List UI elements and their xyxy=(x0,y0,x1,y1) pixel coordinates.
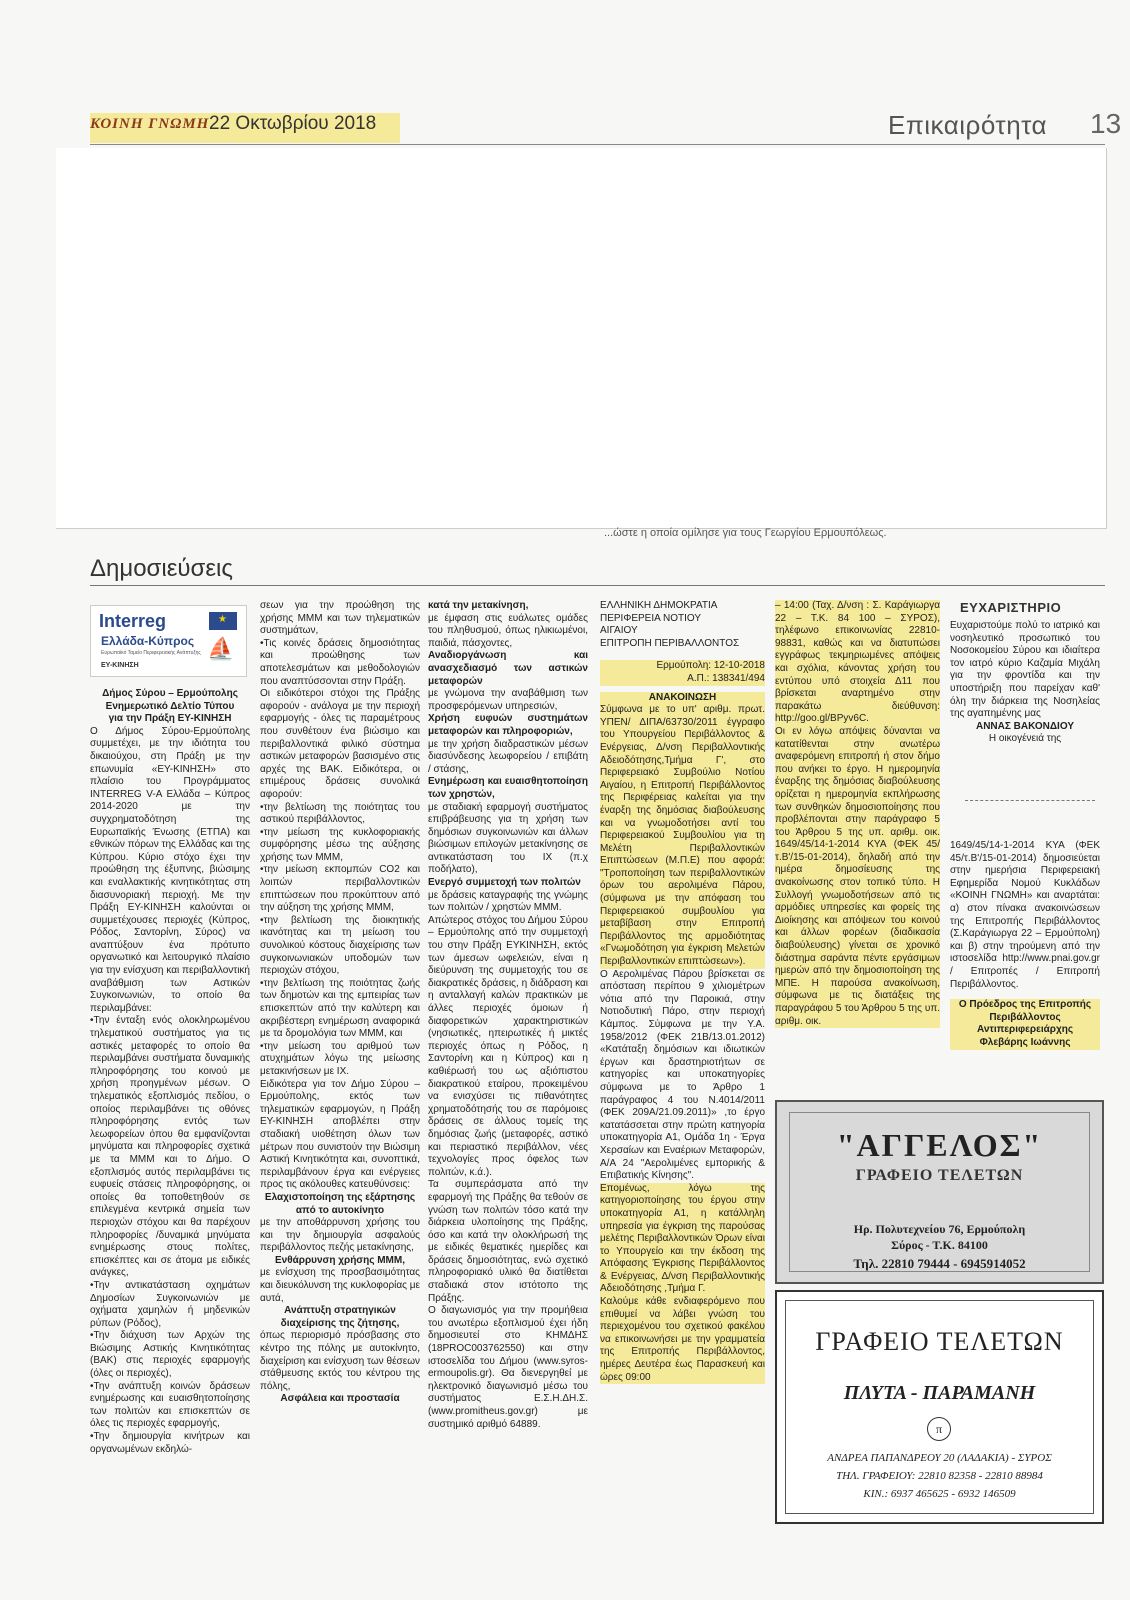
paragraph: όπως περιορισμό πρόσβασης στο κέντρο της πόλης με αυτοκίνητο, διαχείριση και ενίσχυση των θέσεων στάθμευσης εκτός του κέντρου της πόλης, xyxy=(260,1330,420,1392)
paragraph: Ο Δήμος Σύρου-Ερμούπολης συμμετέχει, με την ιδιότητα του δικαιούχου, στη Πράξη με την επωνυμία «ΕΥ-ΚΙΝΗΣΗ» στο πλαίσιο του Προγράμματος INTERREG V-A Ελλάδα – Κύπρος 2014-2020 με την συγχρηματοδότηση της Ευρωπαϊκής Ένωσης (ΕΤΠΑ) και εθνικών πόρων της Ελλάδας και της Κύπρου. Κύριο στόχο έχει την προώθηση της έξυπνης, βιώσιμης και εναλλακτικής κινητικότητας στη διασυνοριακή περιοχή. Με την Πράξη ΕΥ-ΚΙΝΗΣΗ καλούνται οι συμμετέχουσες περιοχές (Κύπρος, Ρόδος, Σαντορίνη, Σύρος) να αναπτύξουν ένα πρότυπο οργανωτικό και λειτουργικό πλαίσιο για την ενίσχυση και περιβαλλοντική αναβάθμιση των Αστικών Συγκοινωνιών, το οποίο θα περιλαμβάνει: xyxy=(90,725,250,1014)
paragraph: με έμφαση στις ευάλωτες ομάδες του πληθυσμού, όπως ηλικιωμένοι, παιδιά, πάσχοντες, xyxy=(428,612,588,649)
subheading: Ανάπτυξη στρατηγικών διαχείρισης της ζήτησης, xyxy=(280,1305,400,1329)
paragraph: Ο διαγωνισμός για την προμήθεια του ανωτέρω εξοπλισμού έχει ήδη δημοσιευτεί στο ΚΗΜΔΗΣ (18PROC003762550) και στην ιστοσελίδα του Δήμου (www.syros-ermoupolis.gr). Θα διενεργηθεί με ηλεκτρονικό διαγωνισμό μέσω του συστήματος Ε.Σ.Η.ΔΗ.Σ. (www.promitheus.gov.gr) με συστημικό αριθμό 64889. xyxy=(428,1305,588,1430)
ad-phone: ΤΗΛ. ΓΡΑΦΕΙΟΥ: 22810 82358 - 22810 88984 xyxy=(836,1470,1043,1482)
column-1 xyxy=(90,688,250,1456)
subheading: Ενεργό συμμετοχή των πολιτών xyxy=(428,877,581,889)
ad-phone: Τηλ. 22810 79444 - 6945914052 xyxy=(853,1256,1026,1271)
ad-address: Ηρ. Πολυτεχνείου 76, Ερμούπολη xyxy=(853,1222,1026,1236)
paragraph: •την βελτίωση της ποιότητας του αστικού περιβάλλοντος, xyxy=(260,801,420,826)
paragraph: – 14:00 (Ταχ. Δ/νση : Σ. Καράγιωργα 22 – Τ.Κ. 84 100 – ΣΥΡΟΣ), τηλέφωνο επικοινωνίας 22810-98831, καθώς και να διατυπώσει εγγράφως τεκμηριωμένες απόψεις και σχόλια, κάνοντας χρήση του εντύπου υπό στοιχεία Δ11 που βρίσκεται αναρτημένο στην παρακάτω διεύθυνση: http://goo.gl/BPyv6C. xyxy=(775,600,940,725)
paragraph: 1649/45/14-1-2014 ΚΥΑ (ΦΕΚ 45/τ.Β'/15-01-2014) δημοσιεύεται στην ημερήσια Περιφερειακή Εφημερίδα Νομού Κυκλάδων «ΚΟΙΝΗ ΓΝΩΜΗ» και αναρτάται: α) στον πίνακα ανακοινώσεων της Επιτροπής Περιβάλλοντος (Σ.Καράγιωργα 22 – Ερμούπολη) και β) στην τηρούμενη από την ιστοσελίδα http://www.pnai.gov.gr / Επιτροπές / Επιτροπή Περιβάλλοντος. xyxy=(950,840,1100,990)
paragraph: •την βελτίωση της διοικητικής ικανότητας και τη μείωση του συνολικού κόστους διαχείρισης των συγκοινωνιακών υποδομών των περιοχών στόχου, xyxy=(260,914,420,977)
heading: ΠΕΡΙΦΕΡΕΙΑ ΝΟΤΙΟΥ xyxy=(600,612,702,624)
subheading: Αναδιοργάνωση και ανασχεδιασμό των αστικών μεταφορών xyxy=(428,650,588,687)
heading: ΑΙΓΑΙΟΥ xyxy=(600,625,638,637)
paragraph: με σταδιακή εφαρμογή συστήματος επιβράβευσης για τη χρήση των δημόσιων συγκοινωνιών και άλλων βιώσιμων επιλογών μετακίνησης σε αντικατάσταση του ΙΧ (π.χ ποδήλατο), xyxy=(428,801,588,876)
paragraph: Απώτερος στόχος του Δήμου Σύρου – Ερμούπολης από την συμμετοχή του στην Πράξη ΕΥΚΙΝΗΣΗ, εκτός των άμεσων ωφελειών, είναι η διεύρυνση της συμμετοχής του σε διακρατικές δράσεις, η διάδραση και η ανταλλαγή καλών πρακτικών με άλλες περιοχές όμοιων ή διαφορετικών χαρακτηριστικών (νησιωτικές, ηπειρωτικές ή μικτές περιοχές όπως η Ρόδος, η Σαντορίνη και η Κύπρος) και η καθιέρωσή του ως αξιόπιστου διακρατικού εταίρου, προκειμένου να ενισχύσει τις πιθανότητες χρηματοδότησής του σε παρόμοιες δράσεις σε άλλους τομείς της δημόσιας ζωής (μεταφορές, αστικό και περιαστικό περιβάλλον, νέες τεχνολογίες προς όφελος των πολιτών, κ.ά.). xyxy=(428,914,588,1178)
subheading: Χρήση ευφυών συστημάτων μεταφορών και πληροφοριών, xyxy=(428,713,588,737)
paragraph: Ο Αερολιμένας Πάρου βρίσκεται σε απόσταση περίπου 9 χιλιομέτρων νότια από την Παροικιά, στην Νοτιοδυτική Πάρο, στην περιοχή Κάμπος. Σύμφωνα με την Υ.Α. 1958/2012 (ΦΕΚ 21Β/13.01.2012) «Κατάταξη δημόσιων και ιδιωτικών έργων και δραστηριοτήτων σε κατηγορίες και υποκατηγορίες σύμφωνα με το Άρθρο 1 παράγραφος 4 του Ν.4014/2011 (ΦΕΚ 209Α/21.09.2011)» ,το έργο κατατάσσεται στην πρώτη κατηγορία υποκατηγορία Α1, Ομάδα 1η - Έργα Χερσαίων και Εναέριων Μεταφορών, Α/Α 24 "Αερολιμένες εμπορικής & Επιβατικής Κίνησης". xyxy=(600,968,765,1182)
paragraph: Επομένως, λόγω της κατηγοριοποίησης του έργου στην υποκατηγορία Α1, η κατάλληλη υπηρεσία για έγκριση της παρούσας μελέτης Περιβαλλοντικών Όρων είναι το Υπουργείο και την έκδοση της Απόφασης Έγκρισης Περιβάλλοντος & Ενέργειας, Δ/νση Περιβαλλοντικής Αδειοδότησης ,Τμήμα Γ. xyxy=(600,1182,765,1295)
ad-name: ΓΡΑΦΕΙΟ ΤΕΛΕΤΩΝ xyxy=(815,1327,1064,1356)
divider xyxy=(965,800,1095,801)
plyta-paramani-ad xyxy=(775,1290,1104,1524)
ad-address: ΑΝΔΡΕΑ ΠΑΠΑΝΔΡΕΟΥ 20 (ΛΑΔΑΚΙΑ) - ΣΥΡΟΣ xyxy=(827,1452,1052,1464)
publications-title: Δημοσιεύσεις xyxy=(90,555,233,582)
paragraph: Οι ειδικότεροι στόχοι της Πράξης αφορούν - ανάλογα με την περιοχή εφαρμογής - όλες τις παραμέτρους που συνθέτουν ένα βιώσιμο και περιβαλλοντικά φιλικό σύστημα αστικών μεταφορών βασισμένο στις αρχές της ΒΑΚ. Ειδικότερα, οι επιμέρους δράσεις συνολικά αφορούν: xyxy=(260,688,420,800)
notice-ref: Α.Π.: 138341/494 xyxy=(600,673,765,686)
ad-name: "ΑΓΓΕΛΟΣ" xyxy=(836,1127,1043,1163)
publications-rule xyxy=(90,585,1105,586)
column-2 xyxy=(260,600,420,1406)
logo-line1: Interreg xyxy=(99,611,167,631)
logo-line3: Ευρωπαϊκό Ταμείο Περιφερειακής Ανάπτυξης xyxy=(101,650,201,656)
ad-subtitle: ΠΛΥΤΑ - ΠΑΡΑΜΑΝΗ xyxy=(843,1382,1036,1404)
ad-subtitle: ΓΡΑΦΕΙΟ ΤΕΛΕΤΩΝ xyxy=(855,1167,1024,1184)
paragraph: •Τις κοινές δράσεις δημοσιότητας και προώθησης των αποτελεσμάτων και μεθοδολογιών που αναπτύσσονται στην Πράξη. xyxy=(260,637,420,687)
thanks-title: ΕΥΧΑΡΙΣΤΗΡΙΟ xyxy=(960,600,1062,615)
sailboat-icon: ⛵ xyxy=(207,636,235,661)
paragraph: •Την δημιουργία κινήτρων και οργανωμένων εκδηλώ- xyxy=(90,1431,250,1455)
eu-flag-icon xyxy=(209,612,237,630)
notice-title: ΑΝΑΚΟΙΝΩΣΗ xyxy=(600,692,765,705)
paragraph: Καλούμε κάθε ενδιαφερόμενο που επιθυμεί να λάβει γνώση του περιεχομένου του σχετικού φακέλου να επικοινωνήσει με την γραμματεία της Επιτροπής Περιβάλλοντος, ημέρες Δευτέρα έως Παρασκευή και ώρες 09:00 xyxy=(600,1296,765,1383)
section-title: Επικαιρότητα xyxy=(888,110,1048,140)
angelos-funeral-ad xyxy=(775,1100,1104,1284)
subheading: Ασφάλεια και προστασία xyxy=(280,1393,400,1405)
heading: ΕΛΛΗΝΙΚΗ ΔΗΜΟΚΡΑΤΙΑ xyxy=(600,600,718,611)
subheading: Ενθάρρυνση χρήσης ΜΜΜ, xyxy=(274,1254,405,1266)
signature: Φλεβάρης Ιωάννης xyxy=(950,1037,1100,1050)
ad-mobile: ΚΙΝ.: 6937 465625 - 6932 146509 xyxy=(863,1488,1016,1500)
blank-article-area xyxy=(56,148,1107,529)
headline: Ενημερωτικό Δελτίο Τύπου xyxy=(105,700,235,712)
page-number: 13 xyxy=(1090,108,1122,139)
header-rule xyxy=(90,144,1105,145)
paragraph: •Την ένταξη ενός ολοκληρωμένου τηλεματικού συστήματος για τις αστικές μεταφορές το οποίο θα περιλαμβάνει συστήματα δυναμικής πληροφόρησης του κοινού με χρήση προηγμένων μέσων. Ο τηλεματικός εξοπλισμός πεδίου, ο οποίος περιλαμβάνει τις οθόνες πληροφόρησης εντός των λεωφορείων όπου θα εμφανίζονται μηνύματα και πληροφορίες σχετικά με τα ΜΜΜ και το Δήμο. Ο εξοπλισμός αυτός περιλαμβάνει τις ευφυείς στάσεις πληροφόρησης, οι οποίες θα τοποθετηθούν σε επιλεγμένα κεντρικά σημεία των περιοχών στόχου και θα παρέχουν πληροφορίες /δυναμικά μηνύματα ενημέρωσης στους πολίτες, επισκέπτες και σε άτομα με ειδικές ανάγκες, xyxy=(90,1015,250,1279)
paragraph: Οι εν λόγω απόψεις δύνανται να κατατίθενται στην ανωτέρω αναφερόμενη επιτροπή ή στον δήμο που ανήκει το έργο. Η ημερομηνία έναρξης της δημόσιας διαβούλευσης ορίζεται η ημερομηνία εκπλήρωσης των συνθηκών δημοσιοποίησης που προβλέπονται στην παράγραφο 5 του Άρθρου 5 της υπ. αριθμ. οικ. 1649/45/14-1-2014 ΚΥΑ (ΦΕΚ 45/τ.Β'/15-01-2014), δηλαδή από την ημέρα δημοσίευσης της ανακοίνωσης στον τοπικό τύπο. Η Συλλογή γνωμοδοτήσεων από τις αρμόδιες υπηρεσίες και φορείς της Διοίκησης και απόψεων του κοινού και άλλων φορέων (διαδικασία διαβούλευσης) γίνεται σε χρονικό διάστημα σαράντα πέντε εργάσιμων ημερών από την δημοσιοποίηση της ΜΠΕ. Η παρούσα ανακοίνωση, σύμφωνα με τις διατάξεις της παραγράφου 5 του Άρθρου 5 της υπ. αριθμ. οικ. xyxy=(775,725,940,1027)
column-5 xyxy=(775,600,940,1028)
paragraph: •Την ανάπτυξη κοινών δράσεων ενημέρωσης και ευαισθητοποίησης των πολιτών και επισκεπτών σε όλες τις περιοχές εφαρμογής, xyxy=(90,1380,250,1430)
issue-date: 22 Οκτωβρίου 2018 xyxy=(209,113,377,134)
logo-line4: ΕΥ-ΚΙΝΗΣΗ xyxy=(101,662,139,669)
subheading: Ενημέρωση και ευαισθητοποίηση των χρηστών, xyxy=(428,776,588,800)
paragraph: •Την αντικατάσταση οχημάτων Δημοσίων Συγκοινωνιών με οχήματα χαμηλών ή μηδενικών ρύπων (Ρόδος), xyxy=(90,1279,250,1329)
signature: Περιβάλλοντος xyxy=(950,1012,1100,1025)
paragraph: •Την διάχυση των Αρχών της Βιώσιμης Αστικής Κινητικότητας (ΒΑΚ) στις περιοχές εφαρμογής (όλες οι περιοχές), xyxy=(90,1330,250,1380)
cut-off-text: ...ώστε η οποία ομίλησε για τους Γεωργίου Ερμουπόλεως. xyxy=(604,527,887,539)
notice-date: Ερμούπολη: 12-10-2018 xyxy=(600,660,765,673)
paragraph: •την μείωση του αριθμού των ατυχημάτων λόγω της μείωσης μετακινήσεων με ΙΧ. xyxy=(260,1040,420,1077)
ad-city: Σύρος - Τ.Κ. 84100 xyxy=(891,1238,988,1252)
logo-line2: Ελλάδα-Κύπρος xyxy=(101,634,195,648)
column-3 xyxy=(428,600,588,1431)
signature: Αντιπεριφερειάρχης xyxy=(950,1024,1100,1037)
paragraph: με την χρήση διαδραστικών μέσων διασύνδεσης λεωφορείου / επιβάτη / στάσης, xyxy=(428,738,588,775)
interreg-logo xyxy=(90,605,247,677)
paragraph: •την βελτίωση της ποιότητας ζωής των δημοτών και της εμπειρίας των επισκεπτών από την καλύτερη και ακριβέστερη ενημέρωση αναφορικά με τα δρομολόγια των ΜΜΜ, και xyxy=(260,977,420,1040)
paragraph: Ειδικότερα για τον Δήμο Σύρου – Ερμούπολης, εκτός των τηλεματικών εφαρμογών, η Πράξη ΕΥ-ΚΙΝΗΣΗ αποβλέπει στην σταδιακή υιοθέτηση όλων των μέτρων που συνιστούν την Βιώσιμη Αστική Κινητικότητα και, συνοπτικά, περιλαμβάνουν έργα και ενέργειες προς τις ακόλουθες κατευθύνσεις: xyxy=(260,1078,420,1191)
headline: Δήμος Σύρου – Ερμούπολης xyxy=(102,688,238,699)
column-6-continued xyxy=(950,840,1100,1050)
newspaper-name: ΚΟΙΝΗ ΓΝΩΜΗ xyxy=(90,116,210,132)
paragraph: με δράσεις καταγραφής της γνώμης των πολιτών / χρηστών ΜΜΜ. xyxy=(428,889,588,914)
signature: Ο Πρόεδρος της Επιτροπής xyxy=(950,999,1100,1012)
paragraph: Ευχαριστούμε πολύ το ιατρικό και νοσηλευτικό προσωπικό του Νοσοκομείου Σύρου και ιδιαίτερα τον ιατρό κύριο Καζαμία Μιχάλη για την φροντίδα και την υποστήριξη που παρείχαν καθ' όλη την διάρκεια της Νοσηλείας της αγαπημένης μας xyxy=(950,620,1100,720)
subheading: Ελαχιστοποίηση της εξάρτησης από το αυτοκίνητο xyxy=(264,1191,416,1216)
column-4 xyxy=(600,600,765,1384)
signer-name: ΑΝΝΑΣ ΒΑΚΟΝΔΙΟΥ xyxy=(975,720,1074,732)
column-6 xyxy=(950,620,1100,746)
paragraph: με γνώμονα την αναβάθμιση των προσφερόμενων υπηρεσιών, xyxy=(428,688,588,712)
paragraph: •την μείωση εκπομπών CO2 και λοιπών περιβαλλοντικών επιπτώσεων που προκύπτουν από την αύξηση της χρήσης ΜΜΜ, xyxy=(260,864,420,914)
heading: ΕΠΙΤΡΟΠΗ ΠΕΡΙΒΑΛΛΟΝΤΟΣ xyxy=(600,637,740,649)
paragraph: •την μείωση της κυκλοφοριακής συμφόρησης μέσω της αύξησης χρήσης των ΜΜΜ, xyxy=(260,826,420,863)
subheading: κατά την μετακίνηση, xyxy=(428,600,529,611)
paragraph: Τα συμπεράσματα από την εφαρμογή της Πράξης θα τεθούν σε γνώση των πολιτών τόσο κατά την διάρκεια υλοποίησης της Πράξης, όσο και κατά την ολοκλήρωσή της με ειδικές θεματικές ημερίδες και δράσεις δημοσιότητας, ενώ σχετικό πληροφοριακό υλικό θα διατίθεται σταδιακά στον ιστότοπο της Πράξης. xyxy=(428,1179,588,1304)
signer-family: Η οικογένειά της xyxy=(988,733,1062,745)
headline: για την Πράξη ΕΥ-ΚΙΝΗΣΗ xyxy=(108,713,232,725)
paragraph: Σύμφωνα με το υπ' αριθμ. πρωτ. ΥΠΕΝ/ ΔΙΠΑ/63730/2011 έγγραφο του Υπουργείου Περιβάλλοντος & Ενέργειας, Δ/νση Περιβαλλοντικής Αδειοδότησης,Τμήμα Γ', στο Περιφερειακό Συμβούλιο Νοτίου Αιγαίου, η Επιτροπή Περιβάλλοντος της Περιφέρειας καλείται για την έναρξη της δημόσιας διαβούλευσης και να γνωμοδοτήσει αντί του Περιφερειακού Συμβουλίου για τη Μελέτη Περιβαλλοντικών Επιπτώσεων (Μ.Π.Ε) που αφορά: "Τροποποίηση των περιβαλλοντικών όρων του αερολιμένα Πάρου, (σύμφωνα με την απόφαση του Περιφερειακού συμβουλίου για μεταβίβαση στην Επιτροπή Περιβάλλοντος της αρμοδιότητας «Γνωμοδότηση για έγκριση Μελετών Περιβαλλοντικών επιπτώσεων»). xyxy=(600,704,765,968)
paragraph: σεων για την προώθηση της χρήσης ΜΜΜ και των τηλεματικών συστημάτων, xyxy=(260,600,420,637)
paragraph: με την αποθάρρυνση χρήσης του και την δημιουργία ασφαλούς περιβάλλοντος πεζής μετακίνησης, xyxy=(260,1217,420,1254)
pi-logo-icon: π xyxy=(927,1417,951,1441)
paragraph: με ενίσχυση της προσβασιμότητας και διευκόλυνση της κυκλοφορίας με αυτά, xyxy=(260,1267,420,1304)
